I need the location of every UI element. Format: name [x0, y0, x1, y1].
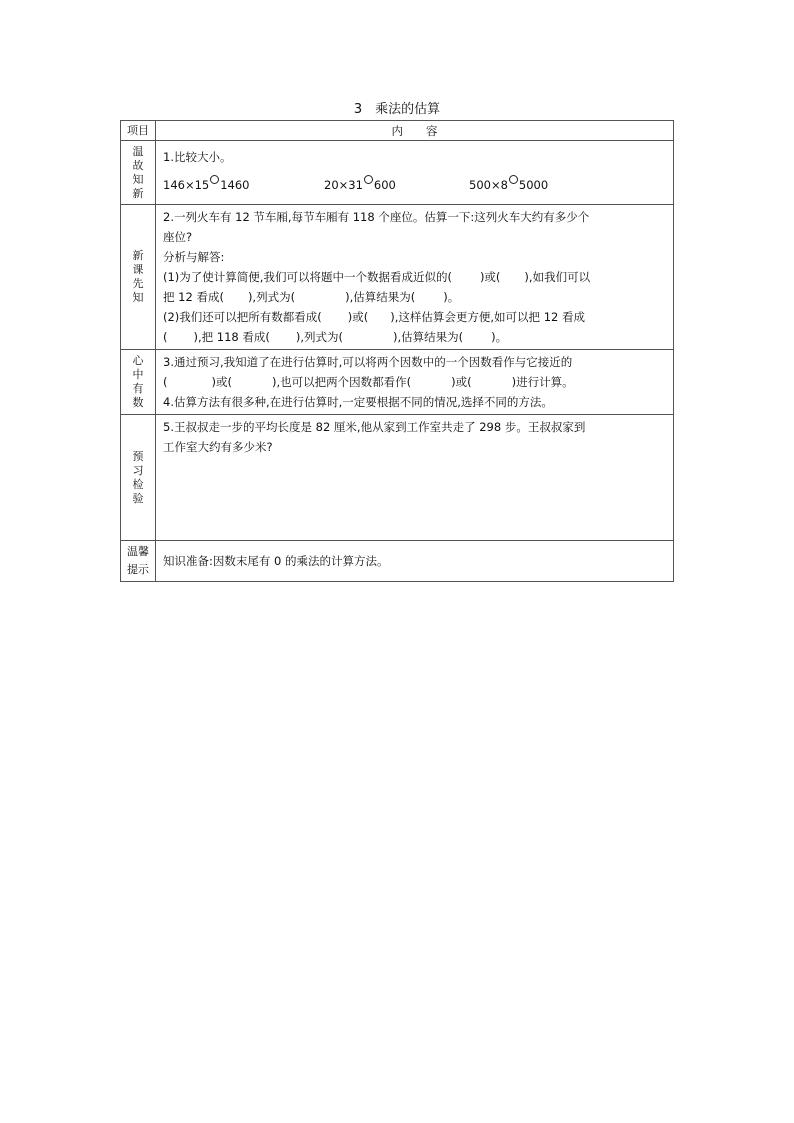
summary-label: 心中有数: [121, 350, 156, 415]
new-lesson-label: 新课先知: [121, 205, 156, 350]
comparison-2: 20×31 600: [324, 175, 469, 195]
answer-area[interactable]: [163, 457, 667, 533]
check-label: 预习检验: [121, 415, 156, 541]
header-item: 项目: [121, 121, 156, 141]
part-2-line-1: (2)我们还可以把所有数都看成( )或( ),这样估算会更方便,如可以把 12 看成: [163, 310, 586, 324]
question-5-line-1: 5.王叔叔走一步的平均长度是 82 厘米,他从家到工作室共走了 298 步。王叔叔家到: [163, 420, 586, 434]
tip-content: [156, 541, 674, 582]
tip-row: [121, 541, 674, 582]
question-3-line-1: 3.通过预习,我知道了在进行估算时,可以将两个因数中的一个因数看作与它接近的: [163, 355, 573, 369]
worksheet-table: [120, 120, 674, 582]
blank-circle-icon[interactable]: [364, 175, 373, 184]
summary-content: [156, 350, 674, 415]
page-title: 3 乘法的估算: [353, 102, 441, 117]
comparison-row: [163, 175, 667, 195]
question-2-line-2: 座位?: [163, 230, 193, 244]
question-5-line-2: 工作室大约有多少米?: [163, 440, 273, 454]
summary-row: [121, 350, 674, 415]
question-3-line-2: ( )或( ),也可以把两个因数都看作( )或( )进行计算。: [163, 375, 574, 389]
check-row: [121, 415, 674, 541]
new-lesson-row: [121, 205, 674, 350]
check-content: [156, 415, 674, 541]
question-1: 1.比较大小。: [163, 150, 232, 164]
part-1-line-2: 把 12 看成( ),列式为( ),估算结果为( )。: [163, 290, 460, 304]
comparison-3: 500×8 5000: [469, 175, 548, 195]
review-label: 温故知新: [121, 141, 156, 205]
tip-label: 温馨提示: [121, 541, 156, 582]
header-content: 内 容: [156, 121, 674, 141]
blank-circle-icon[interactable]: [210, 175, 219, 184]
comparison-1: 146×15 1460: [163, 175, 324, 195]
new-lesson-content: [156, 205, 674, 350]
question-2-line-1: 2.一列火车有 12 节车厢,每节车厢有 118 个座位。估算一下:这列火车大约有多少个: [163, 210, 590, 224]
blank-circle-icon[interactable]: [509, 175, 518, 184]
tip-text: 知识准备:因数末尾有 0 的乘法的计算方法。: [163, 554, 389, 568]
part-1-line-1: (1)为了使计算简便,我们可以将题中一个数据看成近似的( )或( ),如我们可以: [163, 270, 591, 284]
header-row: [121, 121, 674, 141]
question-4: 4.估算方法有很多种,在进行估算时,一定要根据不同的情况,选择不同的方法。: [163, 395, 553, 409]
part-2-line-2: ( ),把 118 看成( ),列式为( ),估算结果为( )。: [163, 330, 508, 344]
review-row: [121, 141, 674, 205]
analysis-heading: 分析与解答:: [163, 250, 225, 264]
review-content: [156, 141, 674, 205]
